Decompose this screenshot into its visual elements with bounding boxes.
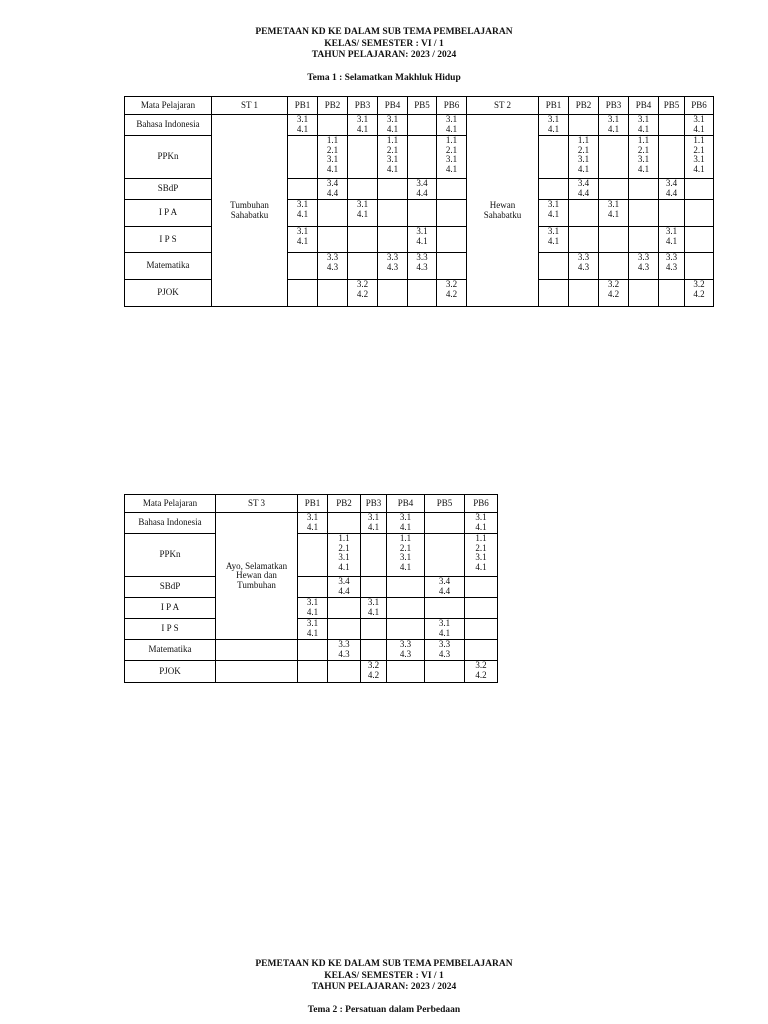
- kd-cell: [539, 179, 569, 200]
- col-header-pb: PB2: [328, 495, 361, 513]
- kd-value: 3.1 4.1: [356, 114, 369, 134]
- table-row: [125, 577, 498, 598]
- kd-cell: [288, 179, 318, 200]
- col-header-pb: PB6: [437, 97, 467, 115]
- col-header-pb: PB4: [629, 97, 659, 115]
- kd-cell: [318, 280, 348, 307]
- kd-value: 3.3 4.3: [665, 252, 678, 272]
- subject-cell: PJOK: [125, 280, 212, 307]
- kd-value: 3.2 4.2: [607, 279, 620, 299]
- col-header-pb: PB3: [599, 97, 629, 115]
- kd-value: 3.1 4.1: [547, 114, 560, 134]
- kd-cell: [685, 253, 714, 280]
- col-header-subject: Mata Pelajaran: [125, 495, 216, 513]
- col-header-pb: PB1: [298, 495, 328, 513]
- kd-cell: [685, 200, 714, 227]
- kd-cell: [539, 280, 569, 307]
- table-row: [125, 534, 498, 577]
- kd-cell: [685, 136, 714, 179]
- kd-cell: [569, 227, 599, 253]
- col-header-pb: PB6: [685, 97, 714, 115]
- kd-cell: [318, 227, 348, 253]
- kd-value: 3.1 4.1: [547, 199, 560, 219]
- kd-cell: [328, 534, 361, 577]
- header-tema: Tema 1 : Selamatkan Makhluk Hidup: [307, 72, 461, 83]
- kd-value: 3.1 4.1: [306, 618, 319, 638]
- kd-cell: [437, 227, 467, 253]
- kd-value: 3.4 4.4: [438, 576, 451, 596]
- kd-cell: [348, 280, 378, 307]
- kd-cell: [328, 619, 361, 640]
- kd-cell: [659, 227, 685, 253]
- kd-cell: [629, 115, 659, 136]
- kd-value: 3.1 4.1: [296, 199, 309, 219]
- kd-cell: [437, 136, 467, 179]
- kd-value: 1.1 2.1 3.1 4.1: [693, 135, 705, 174]
- kd-value: 3.1 4.1: [306, 512, 319, 532]
- kd-cell: [361, 619, 387, 640]
- kd-cell: [361, 640, 387, 661]
- kd-value: 3.1 4.1: [637, 114, 650, 134]
- col-header-pb: PB3: [348, 97, 378, 115]
- kd-cell: [629, 179, 659, 200]
- subject-cell: Matematika: [125, 640, 216, 661]
- table-row: [125, 513, 498, 534]
- kd-cell: [288, 280, 318, 307]
- kd-cell: [348, 227, 378, 253]
- kd-value: 3.1 4.1: [399, 512, 412, 532]
- col-header-st1: ST 1: [212, 97, 288, 115]
- kd-cell: [348, 115, 378, 136]
- subtheme-name: Ayo, Selamatkan Hewan dan Tumbuhan: [225, 560, 288, 590]
- empty-cell: [216, 640, 298, 661]
- kd-value: 1.1 2.1 3.1 4.1: [386, 135, 399, 174]
- kd-value: 3.2 4.2: [693, 279, 705, 299]
- kd-value: 3.4 4.4: [665, 178, 678, 198]
- kd-value: 3.4 4.4: [326, 178, 339, 198]
- kd-cell: [328, 640, 361, 661]
- kd-cell: [408, 115, 437, 136]
- header-title: PEMETAAN KD KE DALAM SUB TEMA PEMBELAJARAN: [255, 27, 513, 37]
- kd-value: 3.3 4.3: [577, 252, 590, 272]
- kd-value: 3.1 4.1: [438, 618, 451, 638]
- kd-cell: [569, 253, 599, 280]
- kd-cell: [437, 115, 467, 136]
- kd-cell: [387, 640, 425, 661]
- subject-cell: Bahasa Indonesia: [125, 115, 212, 136]
- kd-cell: [569, 280, 599, 307]
- subtheme-name-st2: [467, 115, 539, 307]
- table-header-row: [125, 97, 714, 115]
- col-header-pb: PB6: [465, 495, 498, 513]
- page-header-2: [0, 959, 768, 1016]
- col-header-pb: PB4: [378, 97, 408, 115]
- kd-cell: [288, 227, 318, 253]
- kd-cell: [288, 115, 318, 136]
- kd-value: 3.4 4.4: [416, 178, 428, 198]
- kd-cell: [465, 534, 498, 577]
- kd-value: 3.1 4.1: [367, 597, 380, 617]
- kd-cell: [685, 115, 714, 136]
- kd-cell: [465, 619, 498, 640]
- kd-cell: [539, 115, 569, 136]
- kd-cell: [318, 200, 348, 227]
- kd-value: 3.1 4.1: [445, 114, 458, 134]
- kd-value: 3.2 4.2: [445, 279, 458, 299]
- kd-cell: [599, 227, 629, 253]
- kd-cell: [288, 200, 318, 227]
- page-header-1: [0, 27, 768, 84]
- subject-cell: PPKn: [125, 534, 216, 577]
- subtheme-name-st3: [216, 513, 298, 640]
- kd-cell: [629, 253, 659, 280]
- kd-cell: [629, 136, 659, 179]
- kd-value: 3.3 4.3: [438, 639, 451, 659]
- kd-cell: [408, 179, 437, 200]
- subject-cell: PJOK: [125, 661, 216, 683]
- col-header-pb: PB5: [425, 495, 465, 513]
- kd-value: 3.1 4.1: [367, 512, 380, 532]
- kd-value: 3.1 4.1: [356, 199, 369, 219]
- kd-value: 3.1 4.1: [296, 226, 309, 246]
- header-tema: Tema 2 : Persatuan dalam Perbedaan: [307, 1004, 461, 1015]
- col-header-pb: PB3: [361, 495, 387, 513]
- subtheme-name: Tumbuhan Sahabatku: [230, 200, 269, 220]
- header-kelas: KELAS/ SEMESTER : VI / 1: [324, 970, 444, 981]
- kd-value: 3.1 4.1: [306, 597, 319, 617]
- subject-cell: PPKn: [125, 136, 212, 179]
- kd-cell: [685, 280, 714, 307]
- table-row: [125, 640, 498, 661]
- kd-value: 3.1 4.1: [665, 226, 678, 246]
- header-kelas: KELAS/ SEMESTER : VI / 1: [324, 38, 444, 49]
- kd-cell: [387, 661, 425, 683]
- kd-cell: [361, 577, 387, 598]
- kd-cell: [465, 513, 498, 534]
- kd-cell: [599, 179, 629, 200]
- kd-cell: [659, 115, 685, 136]
- kd-value: 3.2 4.2: [356, 279, 369, 299]
- subject-cell: I P A: [125, 200, 212, 227]
- col-header-st3: ST 3: [216, 495, 298, 513]
- kd-cell: [328, 661, 361, 683]
- kd-cell: [378, 227, 408, 253]
- kd-cell: [288, 136, 318, 179]
- kd-value: 1.1 2.1 3.1 4.1: [399, 533, 412, 572]
- col-header-pb: PB4: [387, 495, 425, 513]
- kd-value: 3.3 4.3: [416, 252, 428, 272]
- kd-cell: [599, 253, 629, 280]
- kd-cell: [288, 253, 318, 280]
- table-row: [125, 115, 714, 136]
- kd-cell: [298, 577, 328, 598]
- kd-cell: [437, 200, 467, 227]
- kd-cell: [465, 598, 498, 619]
- kd-cell: [378, 179, 408, 200]
- kd-cell: [629, 200, 659, 227]
- kd-cell: [318, 136, 348, 179]
- kd-cell: [298, 534, 328, 577]
- kd-value: 3.3 4.3: [637, 252, 650, 272]
- subject-cell: SBdP: [125, 179, 212, 200]
- col-header-pb: PB2: [318, 97, 348, 115]
- subject-cell: I P S: [125, 619, 216, 640]
- kd-cell: [569, 200, 599, 227]
- kd-cell: [659, 179, 685, 200]
- col-header-subject: Mata Pelajaran: [125, 97, 212, 115]
- kd-cell: [328, 598, 361, 619]
- kd-cell: [425, 513, 465, 534]
- subtheme-name-st1: [212, 115, 288, 307]
- kd-cell: [387, 619, 425, 640]
- kd-cell: [425, 640, 465, 661]
- kd-cell: [318, 115, 348, 136]
- kd-cell: [629, 227, 659, 253]
- kd-cell: [437, 280, 467, 307]
- kd-value: 1.1 2.1 3.1 4.1: [475, 533, 487, 572]
- kd-cell: [378, 280, 408, 307]
- kd-value: 3.3 4.3: [326, 252, 339, 272]
- header-tahun: TAHUN PELAJARAN: 2023 / 2024: [311, 982, 457, 992]
- kd-cell: [348, 136, 378, 179]
- kd-cell: [659, 136, 685, 179]
- kd-value: 3.1 4.1: [693, 114, 705, 134]
- subject-cell: I P A: [125, 598, 216, 619]
- kd-cell: [378, 115, 408, 136]
- kd-cell: [348, 200, 378, 227]
- kd-cell: [425, 577, 465, 598]
- kd-cell: [361, 513, 387, 534]
- kd-cell: [387, 534, 425, 577]
- kd-cell: [437, 179, 467, 200]
- kd-value: 1.1 2.1 3.1 4.1: [338, 533, 350, 572]
- table-row: [125, 619, 498, 640]
- kd-cell: [659, 253, 685, 280]
- kd-value: 1.1 2.1 3.1 4.1: [326, 135, 339, 174]
- kd-mapping-table-2: [124, 494, 498, 683]
- kd-cell: [465, 640, 498, 661]
- kd-cell: [659, 200, 685, 227]
- header-title: PEMETAAN KD KE DALAM SUB TEMA PEMBELAJARAN: [255, 959, 513, 969]
- kd-value: 3.2 4.2: [475, 660, 487, 680]
- kd-cell: [425, 661, 465, 683]
- col-header-pb: PB2: [569, 97, 599, 115]
- kd-cell: [298, 661, 328, 683]
- kd-cell: [298, 513, 328, 534]
- kd-cell: [539, 227, 569, 253]
- subject-cell: Bahasa Indonesia: [125, 513, 216, 534]
- kd-cell: [685, 227, 714, 253]
- kd-cell: [465, 577, 498, 598]
- kd-cell: [387, 513, 425, 534]
- subject-cell: Matematika: [125, 253, 212, 280]
- subject-cell: SBdP: [125, 577, 216, 598]
- kd-value: 3.4 4.4: [577, 178, 590, 198]
- kd-cell: [569, 136, 599, 179]
- kd-cell: [348, 253, 378, 280]
- kd-value: 3.3 4.3: [386, 252, 399, 272]
- kd-value: 3.2 4.2: [367, 660, 380, 680]
- kd-mapping-table-1: [124, 96, 714, 307]
- kd-cell: [378, 253, 408, 280]
- kd-cell: [318, 253, 348, 280]
- kd-cell: [539, 200, 569, 227]
- header-tahun: TAHUN PELAJARAN: 2023 / 2024: [311, 50, 457, 60]
- kd-value: 3.3 4.3: [338, 639, 350, 659]
- kd-cell: [465, 661, 498, 683]
- kd-cell: [599, 115, 629, 136]
- kd-cell: [408, 227, 437, 253]
- kd-cell: [599, 200, 629, 227]
- kd-cell: [629, 280, 659, 307]
- table-row: [125, 661, 498, 683]
- kd-value: 3.3 4.3: [399, 639, 412, 659]
- col-header-pb: PB1: [539, 97, 569, 115]
- kd-cell: [599, 280, 629, 307]
- kd-cell: [298, 619, 328, 640]
- table-header-row: [125, 495, 498, 513]
- kd-cell: [659, 280, 685, 307]
- subject-cell: I P S: [125, 227, 212, 253]
- kd-cell: [408, 200, 437, 227]
- kd-cell: [408, 280, 437, 307]
- kd-cell: [425, 619, 465, 640]
- kd-value: 1.1 2.1 3.1 4.1: [637, 135, 650, 174]
- kd-value: 3.1 4.1: [475, 512, 487, 532]
- kd-cell: [378, 136, 408, 179]
- kd-cell: [318, 179, 348, 200]
- kd-value: 3.1 4.1: [607, 199, 620, 219]
- kd-value: 3.1 4.1: [607, 114, 620, 134]
- kd-value: 3.4 4.4: [338, 576, 350, 596]
- col-header-pb: PB1: [288, 97, 318, 115]
- kd-cell: [408, 253, 437, 280]
- kd-cell: [298, 598, 328, 619]
- kd-cell: [298, 640, 328, 661]
- kd-value: 1.1 2.1 3.1 4.1: [577, 135, 590, 174]
- col-header-pb: PB5: [408, 97, 437, 115]
- kd-cell: [378, 200, 408, 227]
- col-header-st2: ST 2: [467, 97, 539, 115]
- kd-value: 3.1 4.1: [416, 226, 428, 246]
- kd-cell: [348, 179, 378, 200]
- kd-cell: [599, 136, 629, 179]
- kd-cell: [539, 253, 569, 280]
- kd-cell: [408, 136, 437, 179]
- kd-cell: [425, 598, 465, 619]
- kd-value: 1.1 2.1 3.1 4.1: [445, 135, 458, 174]
- kd-cell: [425, 534, 465, 577]
- kd-cell: [387, 598, 425, 619]
- kd-cell: [328, 513, 361, 534]
- kd-cell: [328, 577, 361, 598]
- kd-cell: [361, 534, 387, 577]
- kd-value: 3.1 4.1: [547, 226, 560, 246]
- kd-cell: [437, 253, 467, 280]
- empty-cell: [216, 661, 298, 683]
- subtheme-name: Hewan Sahabatku: [483, 200, 522, 220]
- kd-cell: [361, 598, 387, 619]
- kd-cell: [685, 179, 714, 200]
- kd-cell: [361, 661, 387, 683]
- kd-cell: [569, 179, 599, 200]
- table-row: [125, 598, 498, 619]
- col-header-pb: PB5: [659, 97, 685, 115]
- kd-cell: [539, 136, 569, 179]
- kd-value: 3.1 4.1: [386, 114, 399, 134]
- kd-value: 3.1 4.1: [296, 114, 309, 134]
- kd-cell: [387, 577, 425, 598]
- kd-cell: [569, 115, 599, 136]
